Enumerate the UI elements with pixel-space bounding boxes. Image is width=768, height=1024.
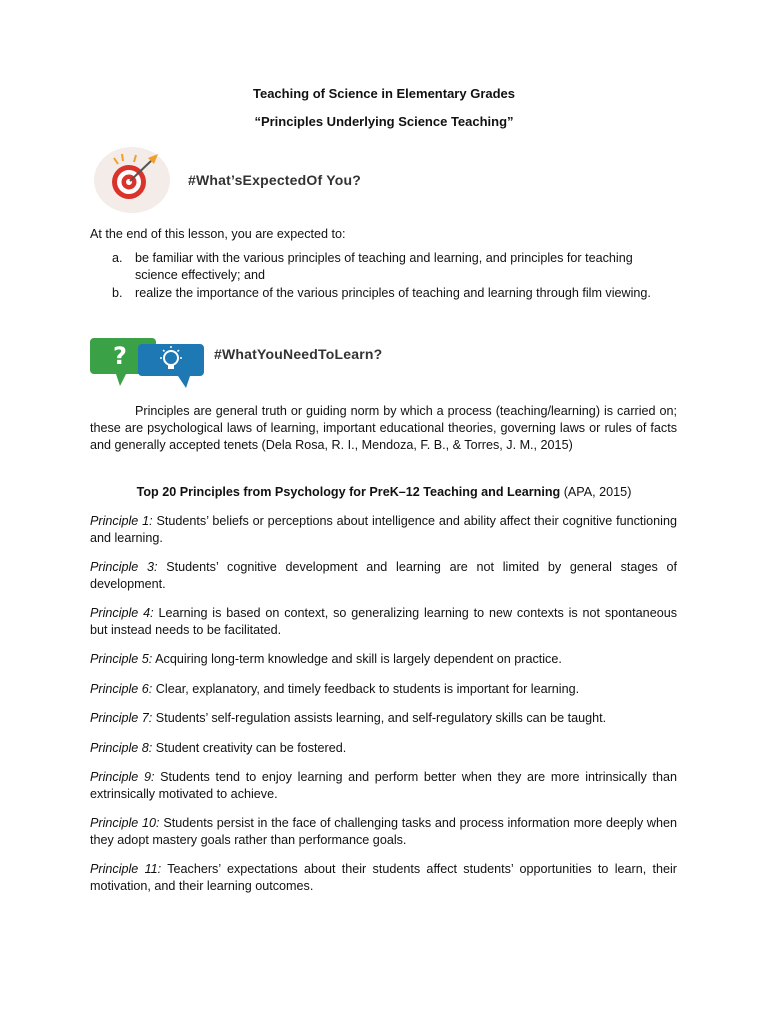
document-subtitle: “Principles Underlying Science Teaching” xyxy=(254,114,514,129)
principle-text: Acquiring long-term knowledge and skill is largely dependent on practice. xyxy=(152,652,562,666)
principle-item xyxy=(90,769,677,802)
principle-text: Clear, explanatory, and timely feedback to students is important for learning. xyxy=(152,681,580,696)
principle-item xyxy=(90,559,677,592)
list-marker: b. xyxy=(112,286,123,300)
principle-text: Student creativity can be fostered. xyxy=(152,740,347,755)
expected-intro: At the end of this lesson, you are expected to: xyxy=(90,227,346,241)
principle-item xyxy=(90,513,677,546)
question-mark-glyph: ? xyxy=(113,342,127,370)
principle-text: Students’ self-regulation assists learning, and self-regulatory skills can be taught. xyxy=(152,711,607,725)
list-item-text: realize the importance of the various principles of teaching and learning through film viewing. xyxy=(135,286,651,300)
principle-item xyxy=(90,605,677,638)
apa-citation: (APA, 2015) xyxy=(560,485,632,499)
principle-item xyxy=(90,740,677,757)
expected-heading: #What’sExpectedOf You? xyxy=(188,172,361,188)
apa-title-text: Top 20 Principles from Psychology for PreK–12 Teaching and Learning xyxy=(136,485,561,499)
principle-item xyxy=(90,651,677,668)
principle-item xyxy=(90,861,677,894)
speech-bubbles-icon xyxy=(88,334,208,390)
principle-label: Principle 3: xyxy=(90,560,158,574)
principles-definition-paragraph: Principles are general truth or guiding norm by which a process (teaching/learning) is carried on; these are psychological laws of learning, important educational theories, governing laws or rules of facts and generally accepted tenets (Dela Rosa, R. I., Mendoza, F. B., & Torres, J. M., 2015) xyxy=(90,404,677,452)
list-item-text: be familiar with the various principles of teaching and learning, and principles for teaching science effectively; and xyxy=(135,251,633,282)
target-arrow-icon xyxy=(92,144,172,214)
principle-text: Learning is based on context, so generalizing learning to new contexts is not spontaneous but instead needs to be facilitated. xyxy=(90,606,677,637)
learn-heading: #WhatYouNeedToLearn? xyxy=(214,346,383,362)
list-item xyxy=(90,285,677,302)
principle-text: Teachers’ expectations about their students affect students’ opportunities to learn, their motivation, and their learning outcomes. xyxy=(90,862,678,893)
principle-text: Students’ cognitive development and learning are not limited by general stages of development. xyxy=(90,560,677,591)
principle-text: Students’ beliefs or perceptions about intelligence and ability affect their cognitive functioning and learning. xyxy=(90,514,677,545)
principle-item xyxy=(90,710,677,727)
principle-label: Principle 7: xyxy=(90,711,153,725)
principle-label: Principle 11: xyxy=(90,862,162,876)
principle-label: Principle 8: xyxy=(90,740,153,755)
apa-list-title xyxy=(0,485,768,499)
principle-label: Principle 4: xyxy=(90,606,154,620)
principles-list xyxy=(90,513,677,907)
principle-label: Principle 6: xyxy=(90,681,153,696)
principle-label: Principle 5: xyxy=(90,652,153,666)
document-title: Teaching of Science in Elementary Grades xyxy=(252,86,516,101)
principle-text: Students tend to enjoy learning and perform better when they are more intrinsically than extrinsically motivated to achieve. xyxy=(90,770,677,801)
objectives-list xyxy=(90,250,677,302)
principle-label: Principle 1: xyxy=(90,514,153,528)
list-item xyxy=(90,250,677,284)
principle-label: Principle 10: xyxy=(90,816,160,830)
principle-label: Principle 9: xyxy=(90,770,155,784)
list-marker: a. xyxy=(112,251,123,265)
principle-text: Students persist in the face of challenging tasks and process information more deeply when they adopt mastery goals rather than performance goals. xyxy=(90,816,677,847)
principle-item xyxy=(90,681,677,698)
principle-item xyxy=(90,815,677,848)
